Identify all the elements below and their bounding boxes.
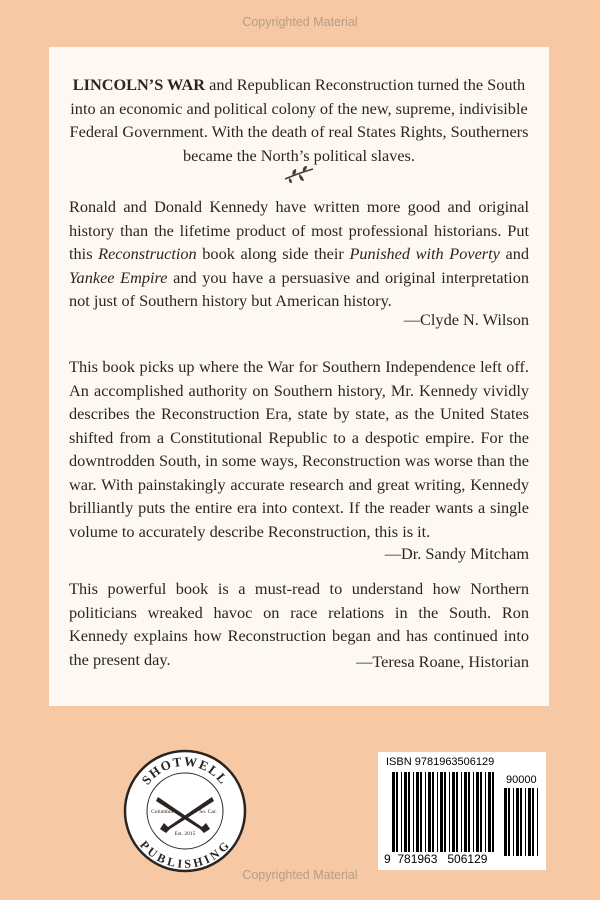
review-wilson-text-2: book along side their <box>196 244 350 263</box>
barcode-bar <box>532 788 534 856</box>
review-roane: This powerful book is a must-read to understand how Northern politicians wreaked havoc on race relations in the South. Ron Kennedy explains how Reconstruction began and has continued into the present day. <box>69 579 529 669</box>
barcode-bar <box>513 788 514 856</box>
intro-paragraph <box>69 73 529 167</box>
review-wilson-text-3: and <box>499 244 530 263</box>
barcode-bar <box>428 772 431 852</box>
barcode-bar <box>396 772 398 852</box>
barcode-bar <box>480 772 482 852</box>
price-code: 90000 <box>506 774 537 786</box>
attribution-roane: —Teresa Roane, Historian <box>356 652 529 671</box>
logo-state: So. Car. <box>199 809 217 815</box>
watermark-bottom: Copyrighted Material <box>242 868 358 882</box>
logo-name-top: SHOTWELL <box>138 753 232 788</box>
review-wilson-title-yankee: Yankee Empire <box>69 267 168 287</box>
review-wilson <box>69 195 529 313</box>
barcode-bar <box>520 788 522 856</box>
review-wilson-title-punished: Punished with Poverty <box>349 244 500 263</box>
barcode-bar <box>404 772 407 852</box>
barcode-bar <box>525 788 526 856</box>
barcode-bar <box>488 772 491 852</box>
leaf-ornament-icon <box>283 165 315 185</box>
barcode-bar <box>408 772 410 852</box>
barcode-bar <box>437 772 438 852</box>
intro-text: and Republican Reconstruction turned the South into an economic and political colony of the new, supreme, indivisible Federal Government. With the death of real States Rights, Southerners became the North’s political slaves. <box>69 75 529 165</box>
barcode-bar <box>464 772 467 852</box>
text-panel <box>49 47 549 706</box>
attribution-mitcham: —Dr. Sandy Mitcham <box>384 544 529 563</box>
barcode-bar <box>516 788 519 856</box>
intro-title: LINCOLN’S WAR <box>72 75 206 94</box>
barcode-bar <box>492 772 494 852</box>
barcode-main-bars <box>392 772 494 852</box>
barcode-bar <box>449 772 450 852</box>
isbn-label: ISBN 9781963506129 <box>386 756 495 768</box>
barcode-bar <box>476 772 479 852</box>
barcode-bar <box>444 772 446 852</box>
barcode-bar <box>537 788 538 856</box>
barcode-bar <box>504 788 507 856</box>
logo-city: Columbia <box>151 809 173 815</box>
barcode-bar <box>485 772 486 852</box>
review-wilson-text-1: Ronald and Donald Kennedy have written more good and original history than the lifetime product of most professional historians. Put this <box>69 197 529 263</box>
barcode-bar <box>452 772 455 852</box>
barcode-bar <box>416 772 419 852</box>
logo-est: Est. 2015 <box>174 831 196 837</box>
review-mitcham: This book picks up where the War for Southern Independence left off. An accomplished authority on Southern history, Mr. Kennedy vividly describes the Reconstruction Era, state by state, as the United States shifted from a Constitutional Republic to a despotic empire. For the downtrodden South, in some ways, Reconstruction was worse than the war. With painstakingly accurate research and great writing, Kennedy brilliantly puts the entire era into context. If the reader wants a single volume to accurately describe Reconstruction, this is it. <box>69 357 529 541</box>
barcode-bar <box>528 788 531 856</box>
attribution-wilson: —Clyde N. Wilson <box>403 310 529 329</box>
logo-name-bottom: PUBLISHING <box>137 837 233 871</box>
barcode-bar <box>461 772 462 852</box>
barcode-box <box>378 752 546 870</box>
barcode-bar <box>440 772 443 852</box>
publisher-logo <box>120 745 250 875</box>
barcode-bar <box>413 772 414 852</box>
barcode-bar <box>425 772 426 852</box>
review-wilson-text-4: and you have a persuasive and original interpretation not just of Southern history but American history. <box>69 267 529 310</box>
barcode-bar <box>432 772 434 852</box>
barcode-bar <box>468 772 470 852</box>
barcode-bar <box>392 772 395 852</box>
barcode-bar <box>508 788 510 856</box>
barcode-bar <box>420 772 422 852</box>
barcode-bar <box>473 772 474 852</box>
barcode-bar <box>456 772 458 852</box>
barcode-digits: 9 781963 506129 <box>384 852 488 866</box>
barcode-bar <box>401 772 402 852</box>
watermark-top: Copyrighted Material <box>242 15 358 29</box>
barcode-addon-bars <box>504 788 538 856</box>
review-wilson-title-reconstruction: Reconstruction <box>98 244 197 263</box>
